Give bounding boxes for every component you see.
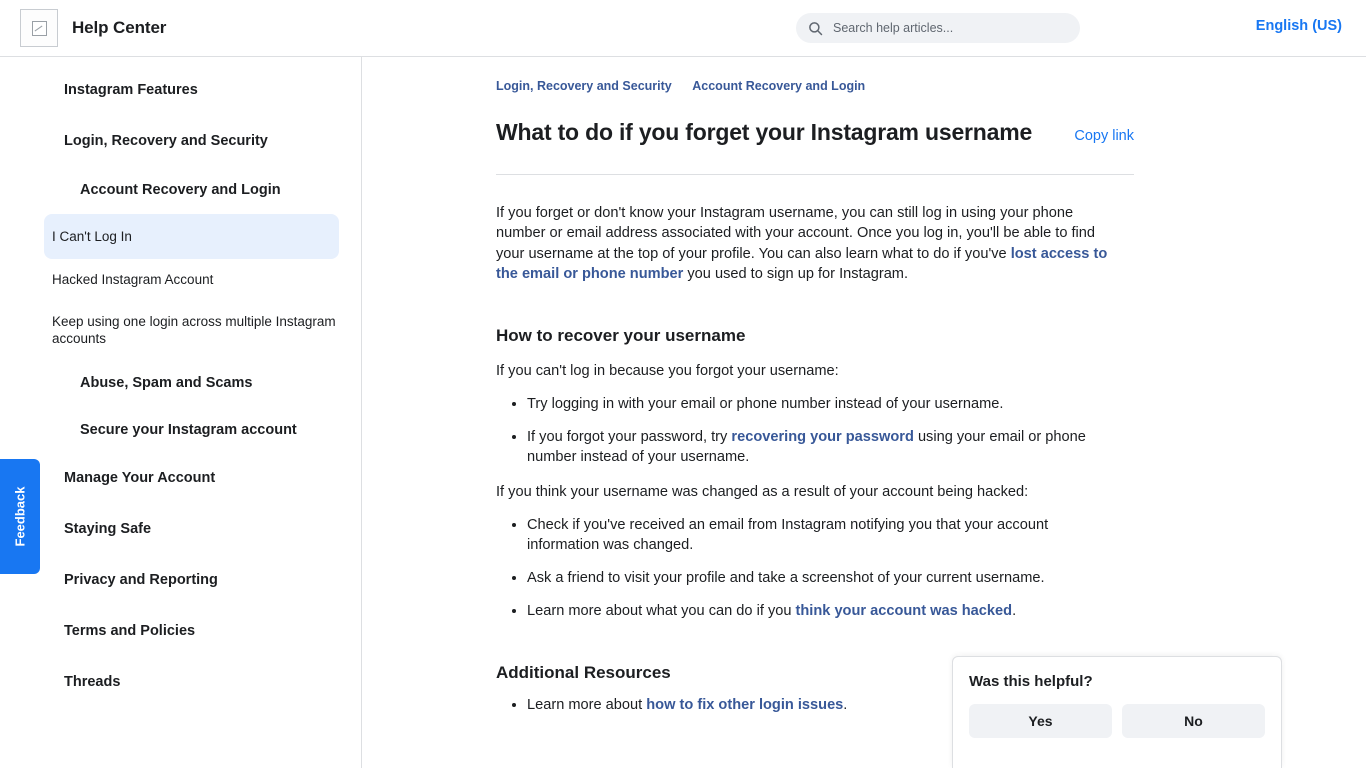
title-divider <box>496 174 1134 175</box>
was-this-helpful-card <box>952 656 1282 768</box>
sidebar-item-privacy-and-reporting[interactable] <box>0 555 361 606</box>
helpful-no-button[interactable]: No <box>1122 704 1265 738</box>
bullet-1-text: Try logging in with your email or phone number instead of your username. <box>527 395 1004 412</box>
list-item <box>527 601 1122 621</box>
sidebar-nav <box>0 56 362 768</box>
language-selector[interactable]: English (US) <box>1255 18 1342 34</box>
sidebar-item-label: Keep using one login across multiple Instagram accounts <box>52 313 336 347</box>
article-intro <box>496 203 1126 284</box>
sidebar-item-label: I Can't Log In <box>52 228 132 244</box>
search-icon <box>808 21 823 36</box>
recovering-password-link[interactable]: recovering your password <box>731 428 914 445</box>
sidebar-item-secure-your-instagram-account[interactable] <box>0 407 361 454</box>
bullet-5-text-1: Learn more about what you can do if you <box>527 603 796 620</box>
bullet-4-text: Ask a friend to visit your profile and take a screenshot of your current username. <box>527 570 1045 587</box>
search-input[interactable] <box>831 20 1068 36</box>
helpful-question: Was this helpful? <box>969 673 1093 690</box>
breadcrumb <box>496 79 1262 93</box>
breadcrumb-link-2[interactable]: Account Recovery and Login <box>692 79 866 93</box>
sidebar-item-terms-and-policies[interactable] <box>0 606 361 657</box>
helpful-button-row <box>969 704 1265 738</box>
recover-intro-text: If you can't log in because you forgot your username: <box>496 363 839 380</box>
sidebar-item-label: Abuse, Spam and Scams <box>80 374 253 391</box>
list-item <box>527 427 1122 467</box>
sidebar-item-staying-safe[interactable] <box>0 504 361 555</box>
sidebar-item-label: Staying Safe <box>64 521 152 538</box>
section-heading-recover: How to recover your username <box>496 326 746 346</box>
fix-login-issues-link[interactable]: how to fix other login issues <box>646 697 844 714</box>
sidebar-item-login-recovery-and-security[interactable] <box>0 116 361 167</box>
sidebar-item-hacked-instagram-account[interactable] <box>0 259 361 301</box>
bullet-2-text-1: If you forgot your password, try <box>527 428 732 445</box>
copy-link-button[interactable]: Copy link <box>1074 128 1134 144</box>
sidebar-item-abuse-spam-and-scams[interactable] <box>0 360 361 407</box>
account-hacked-link[interactable]: think your account was hacked <box>795 603 1013 620</box>
sidebar-item-keep-using-one-login[interactable] <box>0 301 361 360</box>
sidebar-item-label: Hacked Instagram Account <box>52 272 214 288</box>
page-header <box>0 0 1366 56</box>
helpful-yes-button[interactable]: Yes <box>969 704 1112 738</box>
bullet-2-text-2: using your email or phone number instead of your username. <box>527 428 1086 466</box>
sidebar-item-manage-your-account[interactable] <box>0 453 361 504</box>
sidebar-item-label: Login, Recovery and Security <box>64 132 268 149</box>
intro-text-1: If you forget or don't know your Instagram username, you can still log in using your phone number or email address associated with your account. Once you log in, you'll be able to find your username at the top of your profile. You can also learn what to do if you've <box>496 205 1096 262</box>
feedback-label: Feedback <box>12 486 28 547</box>
broken-image-icon <box>31 20 47 36</box>
section-heading-additional-resources: Additional Resources <box>496 663 671 683</box>
resource-1-text-1: Learn more about <box>527 697 647 714</box>
article-title: What to do if you forget your Instagram username <box>496 119 1033 145</box>
sidebar-item-account-recovery-and-login[interactable] <box>0 167 361 214</box>
list-item <box>527 568 1122 588</box>
main-content <box>362 56 1366 768</box>
resource-1-text-2: . <box>843 697 848 714</box>
sidebar-item-label: Instagram Features <box>64 82 198 98</box>
sidebar-item-label: Terms and Policies <box>64 622 196 639</box>
sidebar-item-threads[interactable] <box>0 657 361 708</box>
site-logo[interactable] <box>20 9 58 47</box>
list-item <box>527 515 1122 555</box>
intro-text-2: you used to sign up for Instagram. <box>683 265 909 282</box>
list-item <box>527 394 1122 414</box>
sidebar-item-label: Secure your Instagram account <box>80 421 297 438</box>
page-title: Help Center <box>72 17 167 37</box>
sidebar-item-label: Account Recovery and Login <box>80 181 281 198</box>
sidebar-item-label: Threads <box>64 673 121 690</box>
search-bar[interactable] <box>796 13 1080 43</box>
lost-access-link[interactable]: lost access to the email or phone number <box>496 245 1108 282</box>
recover-bullet-list-2 <box>496 515 1122 622</box>
article-title-row <box>496 119 1262 146</box>
sidebar-item-instagram-features[interactable] <box>0 65 361 116</box>
hacked-intro-text: If you think your username was changed as a result of your account being hacked: <box>496 484 1029 501</box>
page-body <box>0 56 1366 768</box>
sidebar-item-i-cant-log-in[interactable] <box>44 214 339 260</box>
bullet-3-text: Check if you've received an email from Instagram notifying you that your account information was changed. <box>527 516 1049 553</box>
sidebar-item-label: Privacy and Reporting <box>64 572 218 589</box>
feedback-tab[interactable] <box>0 459 40 574</box>
recover-bullet-list-1 <box>496 394 1122 467</box>
sidebar-item-label: Manage Your Account <box>64 470 216 487</box>
breadcrumb-link-1[interactable]: Login, Recovery and Security <box>496 79 672 93</box>
bullet-5-text-2: . <box>1012 603 1017 620</box>
